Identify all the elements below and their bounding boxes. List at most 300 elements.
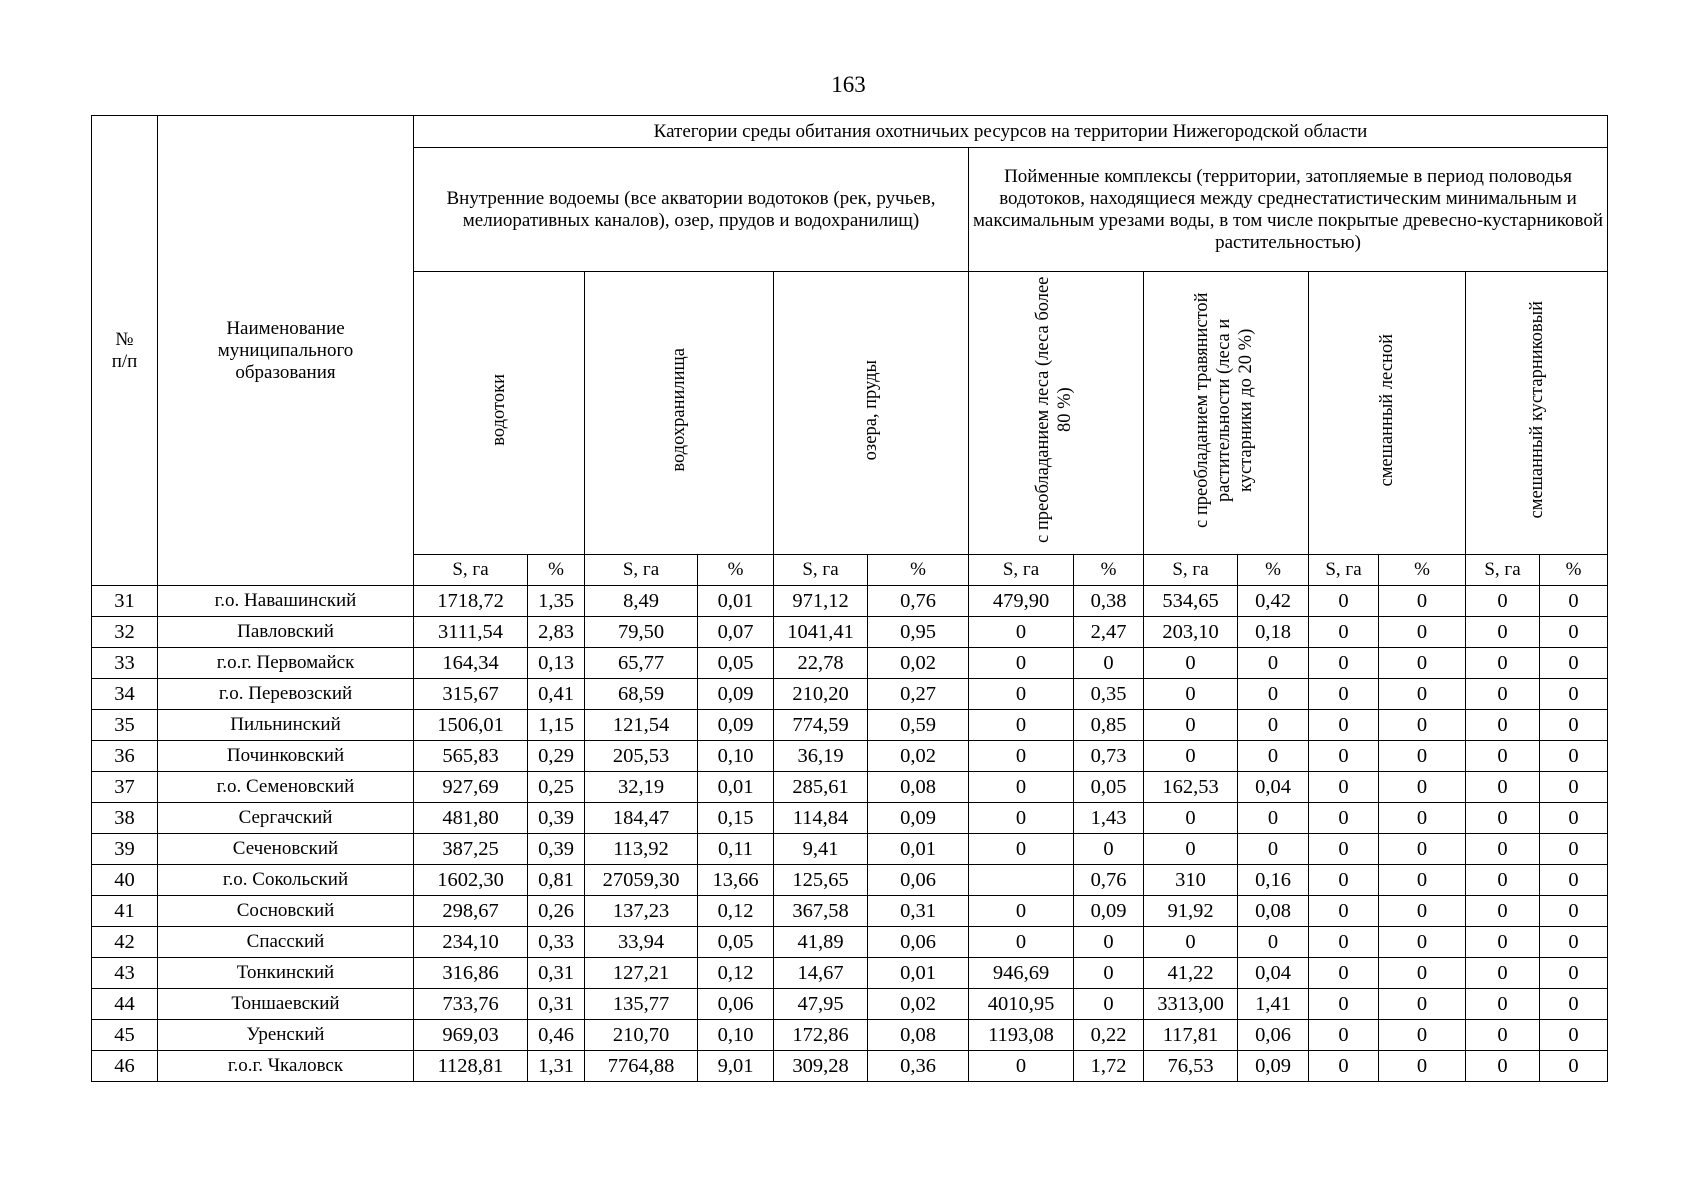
municipality-cell: Спасский xyxy=(158,927,414,958)
table-row xyxy=(92,1020,1608,1051)
table-row xyxy=(92,648,1608,679)
unit-percent: % xyxy=(698,555,774,586)
area-cell: 0 xyxy=(1466,958,1540,989)
area-cell: 0 xyxy=(1144,834,1238,865)
municipality-cell: г.о.г. Первомайск xyxy=(158,648,414,679)
row-number-cell: 39 xyxy=(92,834,158,865)
percent-cell: 0,02 xyxy=(868,741,969,772)
percent-cell: 0,05 xyxy=(698,648,774,679)
row-number-cell: 38 xyxy=(92,803,158,834)
percent-cell: 0 xyxy=(1238,834,1309,865)
row-number-cell: 35 xyxy=(92,710,158,741)
area-cell: 0 xyxy=(1466,927,1540,958)
table-row xyxy=(92,927,1608,958)
percent-cell: 0,31 xyxy=(868,896,969,927)
area-cell: 0 xyxy=(1309,741,1379,772)
area-cell: 479,90 xyxy=(969,586,1074,617)
percent-cell: 0 xyxy=(1540,741,1608,772)
sub-header-label: водохранилища xyxy=(669,348,689,472)
percent-cell: 0 xyxy=(1540,617,1608,648)
area-cell: 0 xyxy=(969,803,1074,834)
municipality-cell: Пильнинский xyxy=(158,710,414,741)
group-water-header: Внутренние водоемы (все акватории водотоков (рек, ручьев, мелиоративных каналов), озер, прудов и водохранилищ) xyxy=(414,148,969,272)
row-number-cell: 41 xyxy=(92,896,158,927)
sub-header-reservoirs xyxy=(585,272,774,555)
percent-cell: 0,12 xyxy=(698,896,774,927)
area-cell: 0 xyxy=(1309,710,1379,741)
percent-cell: 0 xyxy=(1379,927,1466,958)
col-name-header: Наименование муниципального образования xyxy=(158,116,414,586)
area-cell: 0 xyxy=(1466,1020,1540,1051)
area-cell: 0 xyxy=(969,896,1074,927)
percent-cell: 0,09 xyxy=(698,710,774,741)
unit-percent: % xyxy=(1074,555,1144,586)
area-cell: 1602,30 xyxy=(414,865,528,896)
area-cell: 203,10 xyxy=(1144,617,1238,648)
area-cell: 114,84 xyxy=(774,803,868,834)
percent-cell: 0,10 xyxy=(698,741,774,772)
table-row xyxy=(92,989,1608,1020)
percent-cell: 0 xyxy=(1379,741,1466,772)
area-cell: 0 xyxy=(1466,679,1540,710)
percent-cell: 0,09 xyxy=(1238,1051,1309,1082)
row-number-cell: 42 xyxy=(92,927,158,958)
area-cell: 41,22 xyxy=(1144,958,1238,989)
percent-cell: 0,01 xyxy=(868,958,969,989)
area-cell: 117,81 xyxy=(1144,1020,1238,1051)
unit-percent: % xyxy=(868,555,969,586)
percent-cell: 0,38 xyxy=(1074,586,1144,617)
percent-cell: 1,72 xyxy=(1074,1051,1144,1082)
percent-cell: 0,09 xyxy=(868,803,969,834)
area-cell: 733,76 xyxy=(414,989,528,1020)
area-cell: 0 xyxy=(1466,989,1540,1020)
row-number-cell: 44 xyxy=(92,989,158,1020)
percent-cell: 0 xyxy=(1379,989,1466,1020)
table-row xyxy=(92,896,1608,927)
percent-cell: 0,05 xyxy=(1074,772,1144,803)
sub-header-label: с преобладанием леса (леса более 80 %) xyxy=(1033,276,1075,544)
area-cell: 0 xyxy=(1309,803,1379,834)
row-number-cell: 46 xyxy=(92,1051,158,1082)
area-cell: 0 xyxy=(969,648,1074,679)
row-number-cell: 34 xyxy=(92,679,158,710)
percent-cell: 0 xyxy=(1540,648,1608,679)
unit-percent: % xyxy=(1379,555,1466,586)
area-cell: 971,12 xyxy=(774,586,868,617)
percent-cell: 1,15 xyxy=(528,710,585,741)
area-cell: 0 xyxy=(1466,741,1540,772)
table-row xyxy=(92,834,1608,865)
area-cell: 946,69 xyxy=(969,958,1074,989)
area-cell: 0 xyxy=(1309,834,1379,865)
area-cell: 47,95 xyxy=(774,989,868,1020)
percent-cell: 0,39 xyxy=(528,803,585,834)
area-cell: 0 xyxy=(1466,710,1540,741)
percent-cell: 0 xyxy=(1238,741,1309,772)
area-cell: 172,86 xyxy=(774,1020,868,1051)
percent-cell: 0,31 xyxy=(528,958,585,989)
percent-cell: 0,36 xyxy=(868,1051,969,1082)
percent-cell: 1,31 xyxy=(528,1051,585,1082)
area-cell: 234,10 xyxy=(414,927,528,958)
percent-cell: 0,73 xyxy=(1074,741,1144,772)
area-cell: 0 xyxy=(1466,772,1540,803)
area-cell: 164,34 xyxy=(414,648,528,679)
percent-cell: 0 xyxy=(1379,896,1466,927)
percent-cell: 0 xyxy=(1540,834,1608,865)
percent-cell: 0,10 xyxy=(698,1020,774,1051)
page-number: 163 xyxy=(831,72,866,97)
area-cell: 1193,08 xyxy=(969,1020,1074,1051)
percent-cell: 2,47 xyxy=(1074,617,1144,648)
area-cell: 534,65 xyxy=(1144,586,1238,617)
area-cell: 0 xyxy=(969,772,1074,803)
percent-cell: 0 xyxy=(1379,679,1466,710)
area-cell xyxy=(969,865,1074,896)
area-cell: 125,65 xyxy=(774,865,868,896)
percent-cell: 0 xyxy=(1540,710,1608,741)
sub-header-mixed-shrub xyxy=(1466,272,1608,555)
area-cell: 0 xyxy=(1466,803,1540,834)
percent-cell: 0,81 xyxy=(528,865,585,896)
percent-cell: 0,04 xyxy=(1238,772,1309,803)
table-row xyxy=(92,741,1608,772)
area-cell: 0 xyxy=(1144,803,1238,834)
percent-cell: 0,11 xyxy=(698,834,774,865)
percent-cell: 0,35 xyxy=(1074,679,1144,710)
percent-cell: 0 xyxy=(1540,1051,1608,1082)
unit-percent: % xyxy=(1540,555,1608,586)
area-cell: 0 xyxy=(1466,586,1540,617)
municipality-cell: г.о. Навашинский xyxy=(158,586,414,617)
percent-cell: 2,83 xyxy=(528,617,585,648)
percent-cell: 0,59 xyxy=(868,710,969,741)
percent-cell: 0,42 xyxy=(1238,586,1309,617)
municipality-cell: Тонкинский xyxy=(158,958,414,989)
area-cell: 0 xyxy=(1466,865,1540,896)
habitat-table xyxy=(91,115,1608,1082)
row-number-cell: 36 xyxy=(92,741,158,772)
municipality-cell: г.о.г. Чкаловск xyxy=(158,1051,414,1082)
area-cell: 184,47 xyxy=(585,803,698,834)
percent-cell: 0,33 xyxy=(528,927,585,958)
area-cell: 0 xyxy=(969,679,1074,710)
area-cell: 0 xyxy=(1309,1020,1379,1051)
sub-header-label: водотоки xyxy=(489,374,509,446)
area-cell: 36,19 xyxy=(774,741,868,772)
percent-cell: 1,35 xyxy=(528,586,585,617)
percent-cell: 0 xyxy=(1379,1051,1466,1082)
sub-header-label: смешанный лесной xyxy=(1377,333,1397,487)
percent-cell: 0,05 xyxy=(698,927,774,958)
table-header xyxy=(92,116,1608,586)
area-cell: 0 xyxy=(1309,989,1379,1020)
area-cell: 387,25 xyxy=(414,834,528,865)
sub-header-watercourses xyxy=(414,272,585,555)
area-cell: 1128,81 xyxy=(414,1051,528,1082)
group-flood-header: Пойменные комплексы (территории, затопляемые в период половодья водотоков, находящиеся между среднестатистическим минимальным и максимальным урезами воды, в том числе покрытые древесно-кустарниковой растительностью) xyxy=(969,148,1608,272)
percent-cell: 0,25 xyxy=(528,772,585,803)
area-cell: 310 xyxy=(1144,865,1238,896)
municipality-cell: Сеченовский xyxy=(158,834,414,865)
row-number-cell: 31 xyxy=(92,586,158,617)
percent-cell: 0 xyxy=(1540,865,1608,896)
percent-cell: 0,01 xyxy=(698,586,774,617)
area-cell: 0 xyxy=(1309,772,1379,803)
unit-area: S, га xyxy=(774,555,868,586)
area-cell: 309,28 xyxy=(774,1051,868,1082)
percent-cell: 0 xyxy=(1540,772,1608,803)
municipality-cell: Починковский xyxy=(158,741,414,772)
area-cell: 113,92 xyxy=(585,834,698,865)
municipality-cell: г.о. Сокольский xyxy=(158,865,414,896)
area-cell: 0 xyxy=(969,1051,1074,1082)
percent-cell: 0 xyxy=(1540,958,1608,989)
sub-header-label: озера, пруды xyxy=(861,359,881,461)
unit-percent: % xyxy=(528,555,585,586)
area-cell: 41,89 xyxy=(774,927,868,958)
area-cell: 0 xyxy=(1309,927,1379,958)
percent-cell: 0,18 xyxy=(1238,617,1309,648)
area-cell: 0 xyxy=(969,617,1074,648)
percent-cell: 0,06 xyxy=(868,865,969,896)
area-cell: 3313,00 xyxy=(1144,989,1238,1020)
area-cell: 121,54 xyxy=(585,710,698,741)
percent-cell: 0 xyxy=(1074,958,1144,989)
unit-percent: % xyxy=(1238,555,1309,586)
percent-cell: 0 xyxy=(1540,803,1608,834)
percent-cell: 0,09 xyxy=(698,679,774,710)
area-cell: 0 xyxy=(1466,617,1540,648)
area-cell: 0 xyxy=(1144,648,1238,679)
table-row xyxy=(92,803,1608,834)
percent-cell: 0 xyxy=(1379,834,1466,865)
area-cell: 565,83 xyxy=(414,741,528,772)
percent-cell: 0 xyxy=(1238,679,1309,710)
area-cell: 32,19 xyxy=(585,772,698,803)
percent-cell: 0,29 xyxy=(528,741,585,772)
percent-cell: 0,04 xyxy=(1238,958,1309,989)
percent-cell: 0 xyxy=(1540,586,1608,617)
area-cell: 76,53 xyxy=(1144,1051,1238,1082)
area-cell: 0 xyxy=(1144,679,1238,710)
percent-cell: 0,08 xyxy=(868,772,969,803)
percent-cell: 0 xyxy=(1540,896,1608,927)
area-cell: 0 xyxy=(969,927,1074,958)
area-cell: 0 xyxy=(1309,896,1379,927)
percent-cell: 0 xyxy=(1540,1020,1608,1051)
percent-cell: 0,76 xyxy=(868,586,969,617)
area-cell: 0 xyxy=(1309,865,1379,896)
percent-cell: 0,26 xyxy=(528,896,585,927)
percent-cell: 0,15 xyxy=(698,803,774,834)
category-header: Категории среды обитания охотничьих ресурсов на территории Нижегородской области xyxy=(414,116,1608,148)
area-cell: 33,94 xyxy=(585,927,698,958)
percent-cell: 0,41 xyxy=(528,679,585,710)
row-number-cell: 40 xyxy=(92,865,158,896)
percent-cell: 0 xyxy=(1540,989,1608,1020)
area-cell: 0 xyxy=(1309,679,1379,710)
area-cell: 0 xyxy=(969,741,1074,772)
area-cell: 210,20 xyxy=(774,679,868,710)
area-cell: 65,77 xyxy=(585,648,698,679)
percent-cell: 0 xyxy=(1379,1020,1466,1051)
unit-area: S, га xyxy=(1309,555,1379,586)
unit-area: S, га xyxy=(1144,555,1238,586)
area-cell: 3111,54 xyxy=(414,617,528,648)
unit-area: S, га xyxy=(414,555,528,586)
area-cell: 91,92 xyxy=(1144,896,1238,927)
area-cell: 0 xyxy=(1309,648,1379,679)
area-cell: 0 xyxy=(1309,1051,1379,1082)
table-row xyxy=(92,617,1608,648)
sub-header-mixed-forest xyxy=(1309,272,1466,555)
percent-cell: 0,12 xyxy=(698,958,774,989)
area-cell: 137,23 xyxy=(585,896,698,927)
sub-header-forest xyxy=(969,272,1144,555)
area-cell: 0 xyxy=(1144,710,1238,741)
area-cell: 127,21 xyxy=(585,958,698,989)
row-number-cell: 32 xyxy=(92,617,158,648)
percent-cell: 0 xyxy=(1379,648,1466,679)
percent-cell: 0,01 xyxy=(868,834,969,865)
area-cell: 135,77 xyxy=(585,989,698,1020)
percent-cell: 0,31 xyxy=(528,989,585,1020)
table-row xyxy=(92,710,1608,741)
sub-header-label: с преобладанием травянистой растительности (леса и кустарники до 20 %) xyxy=(1192,292,1256,528)
municipality-cell: Сергачский xyxy=(158,803,414,834)
area-cell: 0 xyxy=(1309,958,1379,989)
area-cell: 0 xyxy=(1466,1051,1540,1082)
area-cell: 22,78 xyxy=(774,648,868,679)
percent-cell: 0,08 xyxy=(1238,896,1309,927)
area-cell: 27059,30 xyxy=(585,865,698,896)
unit-area: S, га xyxy=(585,555,698,586)
area-cell: 79,50 xyxy=(585,617,698,648)
col-number-header: № п/п xyxy=(92,116,158,586)
area-cell: 0 xyxy=(1309,586,1379,617)
percent-cell: 0 xyxy=(1540,927,1608,958)
percent-cell: 0 xyxy=(1379,865,1466,896)
area-cell: 285,61 xyxy=(774,772,868,803)
area-cell: 298,67 xyxy=(414,896,528,927)
row-number-cell: 43 xyxy=(92,958,158,989)
percent-cell: 0 xyxy=(1379,803,1466,834)
area-cell: 14,67 xyxy=(774,958,868,989)
percent-cell: 9,01 xyxy=(698,1051,774,1082)
percent-cell: 0,95 xyxy=(868,617,969,648)
percent-cell: 0,06 xyxy=(1238,1020,1309,1051)
area-cell: 969,03 xyxy=(414,1020,528,1051)
area-cell: 0 xyxy=(1466,648,1540,679)
table-row xyxy=(92,679,1608,710)
table-row xyxy=(92,865,1608,896)
percent-cell: 0 xyxy=(1074,834,1144,865)
percent-cell: 13,66 xyxy=(698,865,774,896)
percent-cell: 0,85 xyxy=(1074,710,1144,741)
municipality-cell: Тоншаевский xyxy=(158,989,414,1020)
percent-cell: 0,39 xyxy=(528,834,585,865)
table-row xyxy=(92,958,1608,989)
percent-cell: 0,07 xyxy=(698,617,774,648)
municipality-cell: Сосновский xyxy=(158,896,414,927)
sub-header-grass xyxy=(1144,272,1309,555)
municipality-cell: Уренский xyxy=(158,1020,414,1051)
area-cell: 0 xyxy=(1144,741,1238,772)
sub-header-lakes xyxy=(774,272,969,555)
row-number-cell: 37 xyxy=(92,772,158,803)
area-cell: 315,67 xyxy=(414,679,528,710)
percent-cell: 0 xyxy=(1238,710,1309,741)
table-row xyxy=(92,586,1608,617)
unit-area: S, га xyxy=(969,555,1074,586)
municipality-cell: Павловский xyxy=(158,617,414,648)
percent-cell: 0 xyxy=(1379,958,1466,989)
area-cell: 4010,95 xyxy=(969,989,1074,1020)
percent-cell: 0,22 xyxy=(1074,1020,1144,1051)
area-cell: 774,59 xyxy=(774,710,868,741)
percent-cell: 0,02 xyxy=(868,989,969,1020)
area-cell: 0 xyxy=(969,710,1074,741)
percent-cell: 0 xyxy=(1379,772,1466,803)
row-number-cell: 45 xyxy=(92,1020,158,1051)
area-cell: 9,41 xyxy=(774,834,868,865)
row-number-cell: 33 xyxy=(92,648,158,679)
percent-cell: 0,09 xyxy=(1074,896,1144,927)
unit-area: S, га xyxy=(1466,555,1540,586)
area-cell: 0 xyxy=(969,834,1074,865)
percent-cell: 0,16 xyxy=(1238,865,1309,896)
area-cell: 316,86 xyxy=(414,958,528,989)
percent-cell: 0,02 xyxy=(868,648,969,679)
area-cell: 68,59 xyxy=(585,679,698,710)
percent-cell: 0,01 xyxy=(698,772,774,803)
percent-cell: 0,27 xyxy=(868,679,969,710)
area-cell: 162,53 xyxy=(1144,772,1238,803)
area-cell: 7764,88 xyxy=(585,1051,698,1082)
area-cell: 1506,01 xyxy=(414,710,528,741)
percent-cell: 0 xyxy=(1379,710,1466,741)
percent-cell: 0 xyxy=(1238,648,1309,679)
percent-cell: 0 xyxy=(1379,586,1466,617)
table-row xyxy=(92,1051,1608,1082)
percent-cell: 0 xyxy=(1379,617,1466,648)
table-row xyxy=(92,772,1608,803)
percent-cell: 0 xyxy=(1074,927,1144,958)
percent-cell: 0 xyxy=(1238,927,1309,958)
percent-cell: 0,08 xyxy=(868,1020,969,1051)
area-cell: 0 xyxy=(1144,927,1238,958)
percent-cell: 0,06 xyxy=(698,989,774,1020)
area-cell: 1718,72 xyxy=(414,586,528,617)
sub-header-label: смешанный кустарниковый xyxy=(1526,301,1547,519)
percent-cell: 0,76 xyxy=(1074,865,1144,896)
area-cell: 0 xyxy=(1309,617,1379,648)
municipality-cell: г.о. Семеновский xyxy=(158,772,414,803)
table-body xyxy=(92,586,1608,1082)
area-cell: 481,80 xyxy=(414,803,528,834)
percent-cell: 0 xyxy=(1540,679,1608,710)
percent-cell: 0,06 xyxy=(868,927,969,958)
area-cell: 367,58 xyxy=(774,896,868,927)
percent-cell: 0,46 xyxy=(528,1020,585,1051)
area-cell: 210,70 xyxy=(585,1020,698,1051)
percent-cell: 1,43 xyxy=(1074,803,1144,834)
area-cell: 205,53 xyxy=(585,741,698,772)
municipality-cell: г.о. Перевозский xyxy=(158,679,414,710)
percent-cell: 0 xyxy=(1238,803,1309,834)
